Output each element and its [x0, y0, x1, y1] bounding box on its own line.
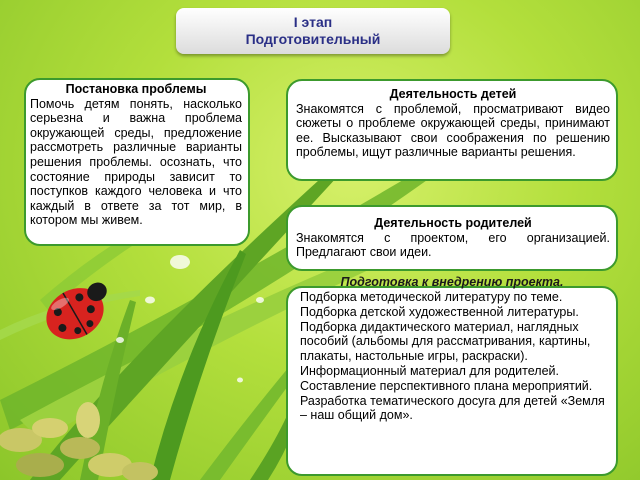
stage-title-box	[176, 8, 450, 54]
children-activity-card	[286, 79, 618, 181]
problem-text: Помочь детям понять, насколько серьезна и важна проблема окружающей среды, предложение рассмотреть различные варианты решения проблемы. осознать, что состояние природы зависит то поступков каждого человека и что каждый в ответе за тот мир, в котором мы живем.	[30, 96, 242, 228]
problem-card	[24, 78, 250, 246]
stage-number: I этап	[293, 14, 333, 30]
children-activity-text: Знакомятся с проблемой, просматривают видео сюжеты о проблеме окружающей среды, принимают ее. Высказывают свои соображения по решению проблемы, ищут различные варианты решения.	[296, 101, 610, 160]
list-item: Составление перспективного плана мероприятий.	[300, 378, 593, 393]
stage-name: Подготовительный	[245, 31, 381, 47]
preparation-card	[286, 275, 618, 476]
parents-activity-title: Деятельность родителей	[374, 216, 532, 230]
list-item: Подборка детской художественной литературы.	[300, 304, 579, 319]
ladybug-illustration	[37, 273, 122, 350]
parents-activity-card	[286, 205, 618, 271]
parents-activity-text: Знакомятся с проектом, его организацией. Предлагают свои идеи.	[296, 230, 610, 260]
preparation-title: Подготовка к внедрению проекта.	[340, 275, 564, 289]
preparation-list	[300, 290, 610, 423]
problem-title: Постановка проблемы	[65, 82, 207, 96]
children-activity-title: Деятельность детей	[389, 87, 517, 101]
list-item: Подборка дидактического материал, наглядных пособий (альбомы для рассматривания, картины, плакаты, настольные игры, раскраски).	[300, 319, 591, 364]
list-item: Разработка тематического досуга для детей «Земля – наш общий дом».	[300, 393, 605, 423]
list-item: Информационный материал для родителей.	[300, 363, 559, 378]
list-item: Подборка методической литературу по теме.	[300, 290, 563, 304]
